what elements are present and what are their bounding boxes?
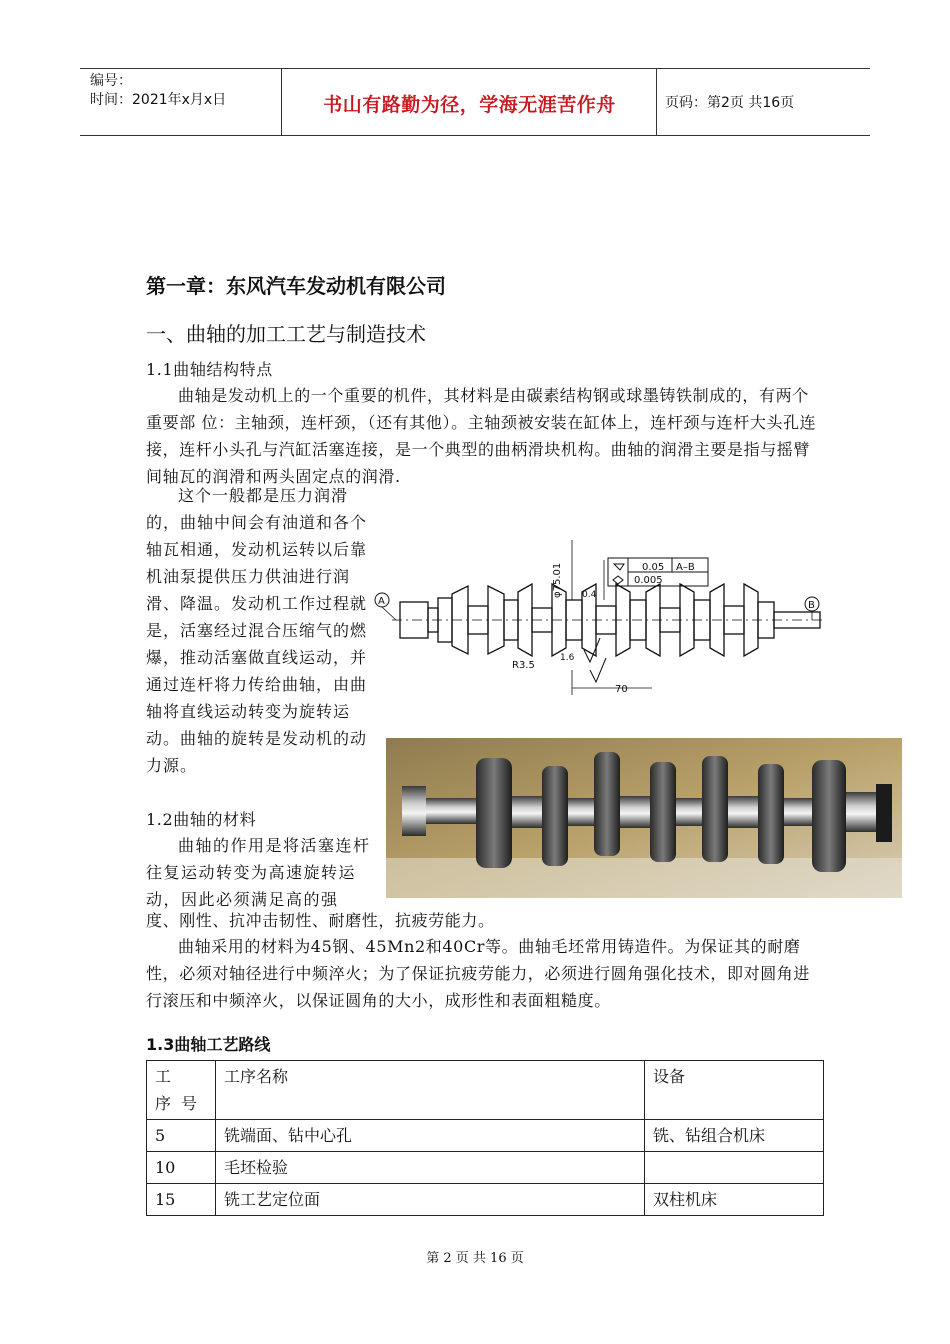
drawing-roughness-1-6: 1.6 [560,653,575,663]
drawing-tolerance-1: 0.05 [642,562,665,573]
header-bottom-rule [80,135,870,136]
section-title: 一、曲轴的加工工艺与制造技术 [146,322,426,346]
header-number-label: 编号： [90,73,132,89]
table-row [147,1184,824,1216]
crankshaft-drawing [372,520,840,710]
drawing-roughness-0-4: 0.4 [582,590,597,600]
drawing-tolerance-2: 0.005 [634,575,663,586]
drawing-radius-label: R3.5 [512,660,535,671]
header-page-label: 页码：第2页 共16页 [665,95,795,111]
drawing-datum-b: B [808,600,815,611]
table-cell: 铣工艺定位面 [216,1184,645,1216]
table-cell: 双柱机床 [645,1184,824,1216]
header-divider-left [281,68,282,135]
page-footer: 第 2 页 共 16 页 [426,1251,524,1266]
table-header-cell: 工 序号 [147,1061,216,1120]
table-header-cell: 工序名称 [216,1061,645,1120]
drawing-diameter-label: φ75.01 [552,562,563,598]
header-top-rule [80,68,870,69]
table-cell: 5 [147,1120,216,1152]
table-header-cell: 设备 [645,1061,824,1120]
table-cell: 毛坯检验 [216,1152,645,1184]
section-1-1-paragraph: 曲轴是发动机上的一个重要的机件，其材料是由碳素结构钢或球墨铸铁制成的，有两个重要部 位：主轴颈，连杆颈，（还有其他）。主轴颈被安装在缸体上，连杆颈与连杆大头孔连接，连杆小头孔与汽缸活塞连接，是一个典型的曲柄滑块机构。曲轴的润滑主要是指与摇臂间轴瓦的润滑和两头固定点的润滑. [146,386,817,486]
section-1-1-heading: 1.1曲轴结构特点 [146,360,273,379]
process-route-table [146,1060,824,1216]
header-motto: 书山有路勤为径，学海无涯苦作舟 [323,94,616,116]
section-1-2-heading: 1.2曲轴的材料 [146,810,257,829]
drawing-datum-a: A [378,596,385,607]
section-1-2-paragraph-2: 曲轴采用的材料为45钢、45Mn2和40Cr等。曲轴毛坯常用铸造件。为保证其的耐磨性，必须对轴径进行中频淬火；为了保证抗疲劳能力，必须进行圆角强化技术，即对圆角进行滚压和中频淬火，以保证圆角的大小，成形性和表面粗糙度。 [146,937,811,1010]
drawing-length-label: 70 [615,684,628,695]
table-header-row [147,1061,824,1120]
table-cell: 10 [147,1152,216,1184]
table-row [147,1152,824,1184]
section-1-3-heading: 1.3曲轴工艺路线 [146,1035,271,1054]
section-1-2-wrapped-paragraph: 曲轴的作用是将活塞连杆往复运动转变为高速旋转运动，因此必须满足高的强 [146,836,371,909]
table-cell: 铣端面、钻中心孔 [216,1120,645,1152]
section-1-1-wrapped-paragraph: 这个一般都是压力润滑的，曲轴中间会有油道和各个轴瓦相通，发动机运转以后靠机油泵提供压力供油进行润滑、降温。发动机工作过程就是，活塞经过混合压缩气的燃爆，推动活塞做直线运动，并通过连杆将力传给曲轴，由曲轴将直线运动转变为旋转运动。曲轴的旋转是发动机的动力源。 [146,486,368,775]
table-cell [645,1152,824,1184]
chapter-title: 第一章：东风汽车发动机有限公司 [146,274,446,298]
header-time-label: 时间：2021年x月x日 [90,92,227,108]
section-1-2-paragraph-tail: 度、刚性、抗冲击韧性、耐磨性，抗疲劳能力。 [146,911,495,930]
table-cell: 铣、钻组合机床 [645,1120,824,1152]
crankshaft-photo [386,738,902,898]
table-cell: 15 [147,1184,216,1216]
drawing-datum-ab: A–B [676,562,695,573]
table-row [147,1120,824,1152]
header-divider-right [656,68,657,135]
